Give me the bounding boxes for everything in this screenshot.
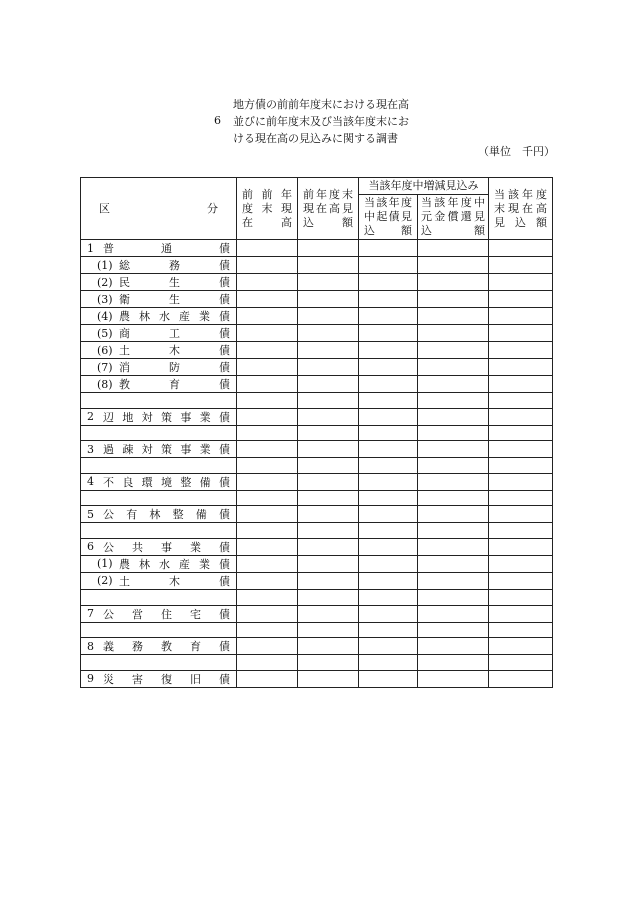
value-cell [359, 441, 418, 458]
row-number: (5) [97, 326, 113, 340]
value-cell [489, 622, 553, 638]
row-number: 9 [87, 672, 94, 686]
table-row [81, 308, 553, 325]
value-cell [359, 605, 418, 622]
value-cell [298, 538, 359, 555]
value-cell [489, 655, 553, 671]
value-cell [489, 523, 553, 539]
row-label [81, 359, 237, 376]
value-cell [237, 274, 298, 291]
row-text: 土木債 [119, 344, 230, 357]
value-cell [418, 342, 489, 359]
value-cell [418, 425, 489, 441]
row-text: 民生債 [119, 276, 230, 289]
row-text: 農林水産業債 [119, 557, 230, 571]
value-cell [237, 523, 298, 539]
value-cell [359, 359, 418, 376]
value-cell [298, 490, 359, 506]
row-number: 5 [87, 507, 94, 521]
value-cell [418, 458, 489, 474]
value-cell [237, 572, 298, 589]
row-label [81, 589, 237, 605]
value-cell [237, 638, 298, 655]
value-cell [359, 393, 418, 409]
row-text: 義務教育債 [103, 640, 230, 654]
value-cell [418, 523, 489, 539]
table-row [81, 325, 553, 342]
value-cell [237, 376, 298, 393]
value-cell [489, 458, 553, 474]
value-cell [237, 670, 298, 687]
value-cell [489, 257, 553, 274]
value-cell [359, 458, 418, 474]
unit-label: （単位 千円） [478, 145, 555, 158]
value-cell [489, 274, 553, 291]
value-cell [489, 555, 553, 572]
table-row [81, 523, 553, 539]
row-text: 災害復旧債 [103, 672, 230, 686]
row-label [81, 376, 237, 393]
row-number: (7) [97, 360, 113, 374]
value-cell [359, 638, 418, 655]
value-cell [237, 655, 298, 671]
value-cell [418, 240, 489, 257]
value-cell [489, 291, 553, 308]
row-text: 辺地対策事業債 [103, 410, 230, 424]
value-cell [237, 473, 298, 490]
table-row [81, 572, 553, 589]
value-cell [298, 359, 359, 376]
value-cell [418, 308, 489, 325]
value-cell [418, 605, 489, 622]
table-row [81, 425, 553, 441]
value-cell [359, 408, 418, 425]
value-cell [237, 240, 298, 257]
value-cell [298, 308, 359, 325]
value-cell [298, 240, 359, 257]
value-cell [359, 523, 418, 539]
table-row [81, 655, 553, 671]
value-cell [489, 308, 553, 325]
value-cell [237, 308, 298, 325]
value-cell [418, 555, 489, 572]
value-cell [237, 605, 298, 622]
value-cell [418, 257, 489, 274]
table-row [81, 622, 553, 638]
value-cell [237, 325, 298, 342]
row-number: 8 [87, 639, 94, 653]
value-cell [489, 393, 553, 409]
value-cell [359, 622, 418, 638]
value-cell [489, 425, 553, 441]
row-label [81, 342, 237, 359]
value-cell [298, 458, 359, 474]
value-cell [237, 441, 298, 458]
value-cell [489, 490, 553, 506]
table-row [81, 257, 553, 274]
value-cell [359, 538, 418, 555]
value-cell [298, 622, 359, 638]
value-cell [237, 359, 298, 376]
row-label [81, 670, 237, 687]
row-label [81, 291, 237, 308]
value-cell [489, 670, 553, 687]
value-cell [418, 408, 489, 425]
title-line-1: 地方債の前前年度末における現在高 [233, 98, 409, 111]
value-cell [298, 257, 359, 274]
row-number: (2) [97, 574, 113, 588]
table-row [81, 342, 553, 359]
value-cell [418, 376, 489, 393]
value-cell [359, 555, 418, 572]
value-cell [418, 506, 489, 523]
value-cell [359, 655, 418, 671]
row-label [81, 506, 237, 523]
value-cell [489, 342, 553, 359]
row-label [81, 655, 237, 671]
value-cell [298, 670, 359, 687]
value-cell [237, 342, 298, 359]
value-cell [359, 473, 418, 490]
value-cell [298, 506, 359, 523]
row-number: (6) [97, 343, 113, 357]
value-cell [298, 655, 359, 671]
table-row [81, 605, 553, 622]
table-row [81, 506, 553, 523]
table-row [81, 291, 553, 308]
value-cell [298, 523, 359, 539]
value-cell [237, 458, 298, 474]
row-number: 3 [87, 442, 94, 456]
row-label [81, 572, 237, 589]
value-cell [359, 308, 418, 325]
table-row [81, 555, 553, 572]
value-cell [298, 291, 359, 308]
value-cell [359, 240, 418, 257]
table-row [81, 589, 553, 605]
table-row [81, 376, 553, 393]
value-cell [237, 291, 298, 308]
table-row [81, 490, 553, 506]
value-cell [418, 638, 489, 655]
row-text: 消防債 [119, 361, 230, 374]
row-text: 商工債 [119, 327, 230, 340]
value-cell [298, 376, 359, 393]
value-cell [359, 670, 418, 687]
row-label [81, 523, 237, 539]
header-col4: 当該年度中 元金償還見 込 額 [418, 195, 489, 240]
value-cell [489, 376, 553, 393]
value-cell [359, 589, 418, 605]
value-cell [298, 572, 359, 589]
row-label [81, 473, 237, 490]
header-col1: 前 前 年 度 末 現 在 高 [237, 178, 298, 240]
value-cell [489, 325, 553, 342]
row-text: 土木債 [119, 574, 230, 588]
value-cell [418, 572, 489, 589]
row-text: 衛生債 [119, 293, 230, 306]
title-line-3: ける現在高の見込みに関する調書 [233, 132, 398, 145]
value-cell [359, 325, 418, 342]
value-cell [359, 291, 418, 308]
value-cell [489, 359, 553, 376]
table-row [81, 458, 553, 474]
row-label [81, 605, 237, 622]
row-number: 4 [87, 475, 94, 489]
value-cell [237, 538, 298, 555]
row-number: (4) [97, 309, 113, 323]
value-cell [418, 291, 489, 308]
value-cell [298, 342, 359, 359]
value-cell [359, 257, 418, 274]
value-cell [359, 274, 418, 291]
value-cell [359, 342, 418, 359]
row-label [81, 555, 237, 572]
table-row [81, 638, 553, 655]
header-col3: 当該年度 中起債見 込 額 [359, 195, 418, 240]
row-label [81, 240, 237, 257]
row-text: 教育債 [119, 378, 230, 391]
value-cell [418, 359, 489, 376]
row-label [81, 393, 237, 409]
row-number: 6 [87, 540, 94, 554]
table-row [81, 274, 553, 291]
row-label [81, 308, 237, 325]
row-label [81, 325, 237, 342]
row-number: 7 [87, 607, 94, 621]
row-label [81, 638, 237, 655]
row-label [81, 538, 237, 555]
value-cell [298, 638, 359, 655]
value-cell [359, 376, 418, 393]
row-text: 公有林整備債 [103, 508, 230, 522]
value-cell [418, 670, 489, 687]
value-cell [418, 538, 489, 555]
value-cell [237, 589, 298, 605]
value-cell [418, 274, 489, 291]
row-label [81, 441, 237, 458]
table-row [81, 441, 553, 458]
value-cell [489, 605, 553, 622]
value-cell [359, 506, 418, 523]
value-cell [489, 572, 553, 589]
value-cell [237, 622, 298, 638]
value-cell [418, 441, 489, 458]
title-line-2: 並びに前年度末及び当該年度末にお [233, 115, 409, 128]
value-cell [298, 589, 359, 605]
value-cell [237, 393, 298, 409]
header-kubun: 区 分 [81, 178, 237, 240]
value-cell [489, 441, 553, 458]
value-cell [298, 274, 359, 291]
value-cell [237, 257, 298, 274]
value-cell [298, 325, 359, 342]
value-cell [359, 572, 418, 589]
row-text: 公営住宅債 [103, 607, 230, 621]
value-cell [298, 555, 359, 572]
row-label [81, 408, 237, 425]
value-cell [359, 490, 418, 506]
value-cell [298, 408, 359, 425]
value-cell [237, 425, 298, 441]
row-label [81, 490, 237, 506]
value-cell [418, 393, 489, 409]
value-cell [489, 589, 553, 605]
row-number: 2 [87, 410, 94, 424]
value-cell [418, 490, 489, 506]
row-number: 1 [87, 241, 94, 255]
header-col5: 当該年度 末現在高 見 込 額 [489, 178, 553, 240]
value-cell [489, 638, 553, 655]
table-row [81, 670, 553, 687]
value-cell [298, 473, 359, 490]
value-cell [418, 655, 489, 671]
value-cell [237, 555, 298, 572]
document-title [233, 96, 409, 147]
value-cell [489, 408, 553, 425]
row-label [81, 257, 237, 274]
row-text: 総務債 [119, 259, 230, 272]
value-cell [418, 325, 489, 342]
row-label [81, 458, 237, 474]
value-cell [489, 506, 553, 523]
value-cell [298, 425, 359, 441]
table-row [81, 359, 553, 376]
header-group-change: 当該年度中増減見込み [359, 178, 489, 195]
table-row [81, 393, 553, 409]
table-row [81, 538, 553, 555]
row-text: 農林水産業債 [119, 310, 230, 323]
row-number: (1) [97, 258, 113, 272]
value-cell [298, 441, 359, 458]
value-cell [489, 538, 553, 555]
value-cell [418, 622, 489, 638]
row-number: (3) [97, 292, 113, 306]
table-row [81, 473, 553, 490]
row-text: 過疎対策事業債 [103, 443, 230, 457]
row-label [81, 425, 237, 441]
value-cell [489, 240, 553, 257]
debt-table [80, 177, 553, 688]
row-label [81, 622, 237, 638]
value-cell [237, 506, 298, 523]
value-cell [237, 490, 298, 506]
header-col2: 前年度末 現在高見 込 額 [298, 178, 359, 240]
section-number: 6 [214, 114, 221, 127]
row-text: 公共事業債 [103, 540, 230, 554]
value-cell [359, 425, 418, 441]
table-row [81, 408, 553, 425]
value-cell [298, 393, 359, 409]
value-cell [237, 408, 298, 425]
row-label [81, 274, 237, 291]
row-number: (8) [97, 377, 113, 391]
row-number: (1) [97, 557, 113, 571]
value-cell [418, 589, 489, 605]
row-text: 不良環境整備債 [103, 475, 230, 489]
table-row [81, 240, 553, 257]
value-cell [418, 473, 489, 490]
value-cell [298, 605, 359, 622]
value-cell [489, 473, 553, 490]
row-text: 普通債 [103, 242, 230, 255]
row-number: (2) [97, 275, 113, 289]
